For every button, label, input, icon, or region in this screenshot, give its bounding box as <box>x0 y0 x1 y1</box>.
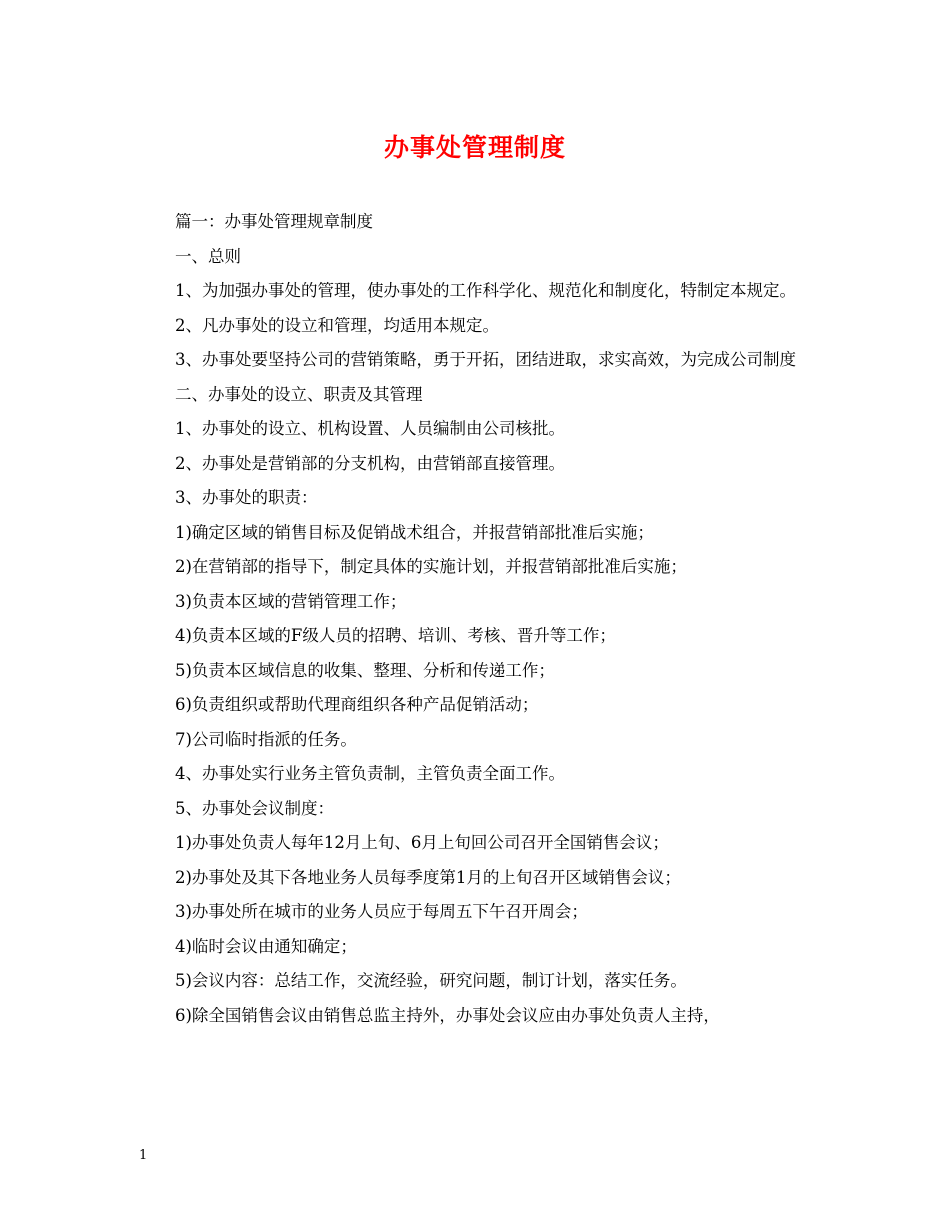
list-item: 1)确定区域的销售目标及促销战术组合，并报营销部批准后实施； <box>175 522 654 542</box>
paragraph: 4、办事处实行业务主管负责制，主管负责全面工作。 <box>175 764 565 783</box>
paragraph: 2、办事处是营销部的分支机构，由营销部直接管理。 <box>175 453 565 473</box>
list-item: 7)公司临时指派的任务。 <box>175 729 357 749</box>
paragraph-section-heading: 篇一：办事处管理规章制度 <box>175 212 373 231</box>
page-number: 1 <box>139 1148 148 1163</box>
document-title: 办事处管理制度 <box>383 133 566 162</box>
list-item: 1)办事处负责人每年12月上旬、6月上旬回公司召开全国销售会议； <box>175 833 669 852</box>
paragraph-general-heading: 一、总则 <box>175 246 241 266</box>
list-item: 5)会议内容：总结工作，交流经验，研究问题，制订计划，落实任务。 <box>175 971 687 990</box>
list-item: 5)负责本区域信息的收集、整理、分析和传递工作； <box>175 660 555 680</box>
list-item: 3)负责本区域的营销管理工作； <box>175 591 407 611</box>
list-item: 2)在营销部的指导下，制定具体的实施计划，并报营销部批准后实施； <box>175 557 687 576</box>
list-item: 4)临时会议由通知确定； <box>175 936 357 956</box>
list-item: 4)负责本区域的F级人员的招聘、培训、考核、晋升等工作； <box>175 626 616 645</box>
document-body <box>139 205 814 1033</box>
paragraph: 3、办事处的职责： <box>175 488 318 507</box>
list-item: 2)办事处及其下各地业务人员每季度第1月的上旬召开区域销售会议； <box>175 867 681 887</box>
list-item: 6)负责组织或帮助代理商组织各种产品促销活动； <box>175 695 539 714</box>
paragraph: 1、办事处的设立、机构设置、人员编制由公司核批。 <box>175 419 565 438</box>
paragraph: 3、办事处要坚持公司的营销策略，勇于开拓，团结进取，求实高效，为完成公司制度 <box>175 350 796 369</box>
list-item: 6)除全国销售会议由销售总监主持外，办事处会议应由办事处负责人主持， <box>175 1005 720 1025</box>
paragraph: 5、办事处会议制度： <box>175 798 334 818</box>
paragraph: 1、为加强办事处的管理，使办事处的工作科学化、规范化和制度化，特制定本规定。 <box>175 281 796 300</box>
paragraph: 2、凡办事处的设立和管理，均适用本规定。 <box>175 315 499 335</box>
list-item: 3)办事处所在城市的业务人员应于每周五下午召开周会； <box>175 902 588 921</box>
paragraph-subheading: 二、办事处的设立、职责及其管理 <box>175 384 423 404</box>
